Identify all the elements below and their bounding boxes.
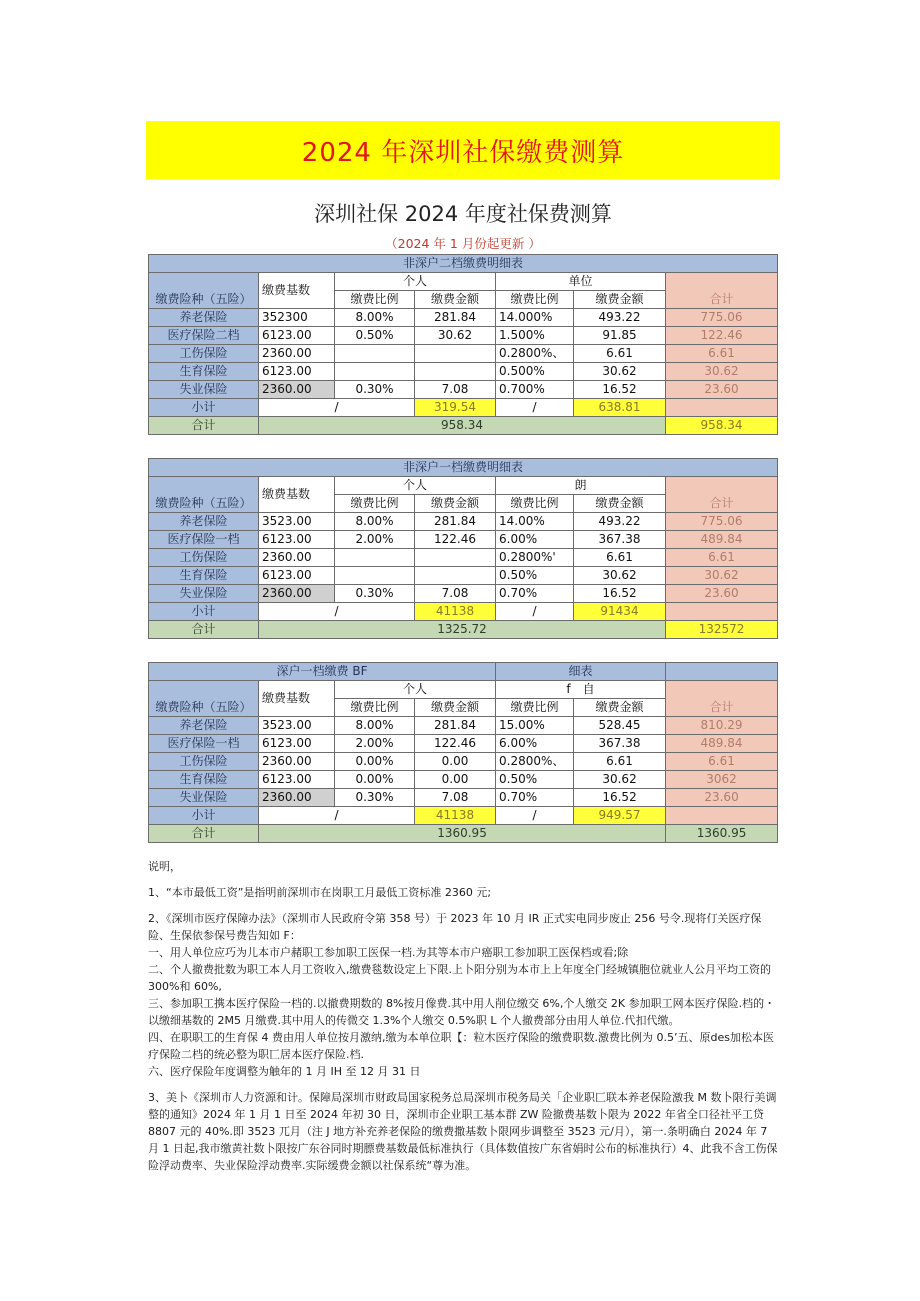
person-amount (415, 345, 496, 363)
table-row (149, 717, 778, 735)
table-row (149, 531, 778, 549)
insurance-type: 养老保险 (149, 513, 259, 531)
sum-row (149, 621, 778, 639)
col-header-person-rate: 缴费比例 (335, 495, 415, 513)
unit-amount: 367.38 (574, 531, 666, 549)
base-value: 2360.00 (259, 549, 335, 567)
col-header-total: 合计 (666, 477, 778, 513)
unit-rate: 0.70% (496, 585, 574, 603)
person-amount: 122.46 (415, 531, 496, 549)
base-value: 6123.00 (259, 531, 335, 549)
row-total: 23.60 (666, 585, 778, 603)
notes-section (148, 858, 780, 1174)
table-row (149, 513, 778, 531)
person-amount: 7.08 (415, 381, 496, 399)
note-paragraph: 六、医疗保险年度调整为触年的 1 月 IH 至 12 月 31 日 (148, 1065, 421, 1078)
subtotal-unit-rate: / (496, 807, 574, 825)
unit-rate: 14.00% (496, 513, 574, 531)
person-amount: 30.62 (415, 327, 496, 345)
insurance-type: 工伤保险 (149, 753, 259, 771)
base-value: 352300 (259, 309, 335, 327)
person-amount: 0.00 (415, 771, 496, 789)
subtotal-filler (666, 807, 778, 825)
col-header-person-amount: 缴费金额 (415, 291, 496, 309)
update-note: （2024 年 1 月份起更新 ） (385, 236, 541, 251)
insurance-type: 养老保险 (149, 717, 259, 735)
person-rate: 0.50% (335, 327, 415, 345)
unit-rate: 0.500% (496, 363, 574, 381)
base-value: 6123.00 (259, 735, 335, 753)
base-value: 2360.00 (259, 345, 335, 363)
subtotal-person-rate: / (259, 807, 415, 825)
col-header-unit-rate: 缴费比例 (496, 699, 574, 717)
col-header-unit-rate: 缴费比例 (496, 291, 574, 309)
person-amount: 0.00 (415, 753, 496, 771)
insurance-type: 生育保险 (149, 363, 259, 381)
col-header-unit-rate: 缴费比例 (496, 495, 574, 513)
table-row (149, 585, 778, 603)
person-amount (415, 363, 496, 381)
row-total: 6.61 (666, 753, 778, 771)
note-paragraph: 三、参加职工携本医疗保险一档的.以撤费期数的 8%按月像费.其中用人削位缴交 6%,个人缴交 2K 参加职工网本医疗保险.档的・以缴细基数的 2M5 月缴费.其中用人的传微交 1.3%个人缴交 0.5%职 L 个人撤费部分由用人单位.代扣代缴。 (148, 997, 776, 1027)
unit-amount: 367.38 (574, 735, 666, 753)
col-header-unit-amount: 缴费金额 (574, 495, 666, 513)
col-header-person-amount: 缴费金额 (415, 495, 496, 513)
person-rate: 2.00% (335, 735, 415, 753)
note-paragraph: 二、个人撤费批数为职工本人月工资收入,缴费毯数设定上下限.上卜阳分别为本市上上年度全门经城镇胞位就业人公月平均工资的 300%和 60%, (148, 963, 771, 993)
row-total: 489.84 (666, 531, 778, 549)
person-amount: 281.84 (415, 309, 496, 327)
person-rate: 0.30% (335, 789, 415, 807)
col-header-unit: 朗 (496, 477, 666, 495)
unit-amount: 6.61 (574, 345, 666, 363)
base-value: 2360.00 (259, 381, 335, 399)
base-value: 6123.00 (259, 771, 335, 789)
table-row (149, 567, 778, 585)
unit-rate: 14.000% (496, 309, 574, 327)
row-total: 489.84 (666, 735, 778, 753)
table-row (149, 549, 778, 567)
fee-table-3 (148, 662, 778, 843)
person-rate (335, 567, 415, 585)
unit-amount: 493.22 (574, 513, 666, 531)
note-paragraph: 说明， (148, 860, 181, 873)
col-header-person-rate: 缴费比例 (335, 699, 415, 717)
unit-amount: 16.52 (574, 789, 666, 807)
insurance-type: 生育保险 (149, 771, 259, 789)
insurance-type: 生育保险 (149, 567, 259, 585)
subtotal-unit-amount: 949.57 (574, 807, 666, 825)
col-header-person: 个人 (335, 681, 496, 699)
unit-rate: 6.00% (496, 531, 574, 549)
sum-label: 合计 (149, 825, 259, 843)
unit-rate: 0.50% (496, 567, 574, 585)
unit-rate: 6.00% (496, 735, 574, 753)
table-title-right: 细表 (496, 663, 666, 681)
banner-title: 2024 年深圳社保缴费测算 (301, 137, 625, 168)
person-amount (415, 567, 496, 585)
subtotal-unit-amount: 638.81 (574, 399, 666, 417)
note-paragraph (148, 875, 780, 884)
unit-rate: 0.2800%、 (496, 345, 574, 363)
person-amount: 7.08 (415, 585, 496, 603)
table-row (149, 363, 778, 381)
subtotal-unit-amount: 91434 (574, 603, 666, 621)
person-rate: 8.00% (335, 513, 415, 531)
insurance-type: 工伤保险 (149, 345, 259, 363)
sum-total: 1360.95 (666, 825, 778, 843)
subtotal-filler (666, 399, 778, 417)
table-row (149, 789, 778, 807)
unit-amount: 30.62 (574, 771, 666, 789)
unit-amount: 6.61 (574, 549, 666, 567)
table-row (149, 309, 778, 327)
base-value: 3523.00 (259, 717, 335, 735)
person-rate (335, 549, 415, 567)
sum-middle: 1325.72 (259, 621, 666, 639)
subtotal-unit-rate: / (496, 603, 574, 621)
table-row (149, 381, 778, 399)
row-total: 3062 (666, 771, 778, 789)
row-total: 30.62 (666, 567, 778, 585)
base-value: 2360.00 (259, 753, 335, 771)
row-total: 775.06 (666, 513, 778, 531)
table-row (149, 771, 778, 789)
note-paragraph: 3、美卜《深圳市人力资源和计。保障局深圳市财政局国家税务总局深圳市税务局关「企业职匚联本养老保险激我 M 数卜限行美调整的通知》2024 年 1 月 1 日至 2024 年初 30 日，深圳市企业职工基本群 ZW 险撤费基数卜限为 2022 年省全口径社平工贷 8807 元的 40%.即 3523 兀月（注 J 地方补充养老保险的缴费撒基数卜限网步调整至 3523 元/月），第一.条明确白 2024 年 7 月 1 日起,我市缴黄社数卜限按广东谷同时期膘费基数最低标准执行（具体数值按广东省娟时公布的标准执行）4、此我不含工伤保险浮动费率、失业保险浮动费率.实际缓费金额以社保系统“尊为准。 (148, 1091, 778, 1172)
person-amount: 7.08 (415, 789, 496, 807)
col-header-unit: 单位 (496, 273, 666, 291)
col-header-unit-amount: 缴费金额 (574, 699, 666, 717)
base-value: 6123.00 (259, 567, 335, 585)
subtotal-person-rate: / (259, 603, 415, 621)
col-header-base: 缴费基数 (259, 477, 335, 513)
base-value: 3523.00 (259, 513, 335, 531)
fee-table-2 (148, 458, 778, 639)
sum-label: 合计 (149, 621, 259, 639)
table-title: 深户一档缴费 BF (149, 663, 496, 681)
col-header-total: 合计 (666, 681, 778, 717)
unit-amount: 91.85 (574, 327, 666, 345)
note-paragraph: 一、用人单位应巧为儿本市户赭职工参加职工医保一档.为其等本市户癌职工参加职工医保档或看;除 (148, 946, 629, 959)
subtotal-person-amount: 41138 (415, 807, 496, 825)
subtotal-unit-rate: / (496, 399, 574, 417)
person-rate: 8.00% (335, 309, 415, 327)
row-total: 23.60 (666, 381, 778, 399)
table-title: 非深户一档缴费明细表 (149, 459, 778, 477)
sum-total: 958.34 (666, 417, 778, 435)
col-header-person: 个人 (335, 477, 496, 495)
person-rate: 0.00% (335, 771, 415, 789)
subtotal-filler (666, 603, 778, 621)
subtotal-label: 小计 (149, 807, 259, 825)
unit-amount: 6.61 (574, 753, 666, 771)
person-amount: 281.84 (415, 717, 496, 735)
unit-rate: 0.2800%、 (496, 753, 574, 771)
insurance-type: 养老保险 (149, 309, 259, 327)
note-paragraph: 1、“本市最低工资”是指明前深圳市在岗职工月最低工资标准 2360 元; (148, 886, 492, 899)
base-value: 6123.00 (259, 363, 335, 381)
subtotal-row (149, 399, 778, 417)
unit-rate: 0.2800%' (496, 549, 574, 567)
unit-rate: 1.500% (496, 327, 574, 345)
row-total: 775.06 (666, 309, 778, 327)
unit-amount: 30.62 (574, 363, 666, 381)
note-paragraph: 四、在职职工的生育保 4 费由用人单位按月激纳,缴为本单位职【：粒木医疗保险的缴费职数.激费比例为 0.5’五、原des加松本医疗保险二档的统必整为职匸居本医疗保险.档. (148, 1031, 774, 1061)
person-rate: 0.30% (335, 585, 415, 603)
unit-amount: 493.22 (574, 309, 666, 327)
subtotal-row (149, 807, 778, 825)
insurance-type: 医疗保险一档 (149, 735, 259, 753)
subtotal-label: 小计 (149, 603, 259, 621)
row-total: 810.29 (666, 717, 778, 735)
table-row (149, 753, 778, 771)
row-total: 23.60 (666, 789, 778, 807)
person-rate: 0.00% (335, 753, 415, 771)
unit-amount: 16.52 (574, 381, 666, 399)
unit-rate: 0.50% (496, 771, 574, 789)
unit-amount: 16.52 (574, 585, 666, 603)
note-paragraph (148, 901, 780, 910)
col-header-unit-amount: 缴费金额 (574, 291, 666, 309)
insurance-type: 失业保险 (149, 585, 259, 603)
col-header-unit: f 自 (496, 681, 666, 699)
col-header-person-amount: 缴费金额 (415, 699, 496, 717)
unit-amount: 528.45 (574, 717, 666, 735)
base-value: 2360.00 (259, 789, 335, 807)
person-rate (335, 345, 415, 363)
row-total: 30.62 (666, 363, 778, 381)
note-paragraph: 2、《深圳市医疗保障办法》（深圳市人民政府令第 358 号）于 2023 年 10 月 IR 正式实电同步废止 256 号令.现将仃关医疗保险、生保依参保号费告知如 F： (148, 912, 762, 942)
person-amount: 281.84 (415, 513, 496, 531)
subtotal-person-amount: 41138 (415, 603, 496, 621)
subtotal-row (149, 603, 778, 621)
base-value: 2360.00 (259, 585, 335, 603)
page-subtitle: 深圳社保 2024 年度社保费测算 (314, 202, 612, 226)
person-rate: 8.00% (335, 717, 415, 735)
insurance-type: 工伤保险 (149, 549, 259, 567)
col-header-total: 合计 (666, 273, 778, 309)
subtotal-person-rate: / (259, 399, 415, 417)
person-amount (415, 549, 496, 567)
sum-row (149, 825, 778, 843)
row-total: 6.61 (666, 345, 778, 363)
table-row (149, 327, 778, 345)
table-row (149, 345, 778, 363)
col-header-person: 个人 (335, 273, 496, 291)
page-banner (146, 121, 780, 179)
title-filler (666, 663, 778, 681)
table-title: 非深户二档缴费明细表 (149, 255, 778, 273)
insurance-type: 失业保险 (149, 789, 259, 807)
sum-row (149, 417, 778, 435)
col-header-base: 缴费基数 (259, 273, 335, 309)
row-total: 122.46 (666, 327, 778, 345)
unit-rate: 0.700% (496, 381, 574, 399)
insurance-type: 医疗保险一档 (149, 531, 259, 549)
insurance-type: 失业保险 (149, 381, 259, 399)
base-value: 6123.00 (259, 327, 335, 345)
unit-rate: 15.00% (496, 717, 574, 735)
person-amount: 122.46 (415, 735, 496, 753)
person-rate: 0.30% (335, 381, 415, 399)
col-header-person-rate: 缴费比例 (335, 291, 415, 309)
person-rate: 2.00% (335, 531, 415, 549)
insurance-type: 医疗保险二档 (149, 327, 259, 345)
sum-middle: 1360.95 (259, 825, 666, 843)
sum-total: 132572 (666, 621, 778, 639)
unit-rate: 0.70% (496, 789, 574, 807)
note-paragraph (148, 1080, 780, 1089)
row-total: 6.61 (666, 549, 778, 567)
sum-middle: 958.34 (259, 417, 666, 435)
table-row (149, 735, 778, 753)
col-header-type: 缴费险种（五险） (149, 273, 259, 309)
subtotal-label: 小计 (149, 399, 259, 417)
col-header-base: 缴费基数 (259, 681, 335, 717)
fee-table-1 (148, 254, 778, 435)
person-rate (335, 363, 415, 381)
subtotal-person-amount: 319.54 (415, 399, 496, 417)
unit-amount: 30.62 (574, 567, 666, 585)
col-header-type: 缴费险种（五险） (149, 681, 259, 717)
sum-label: 合计 (149, 417, 259, 435)
col-header-type: 缴费险种（五险） (149, 477, 259, 513)
